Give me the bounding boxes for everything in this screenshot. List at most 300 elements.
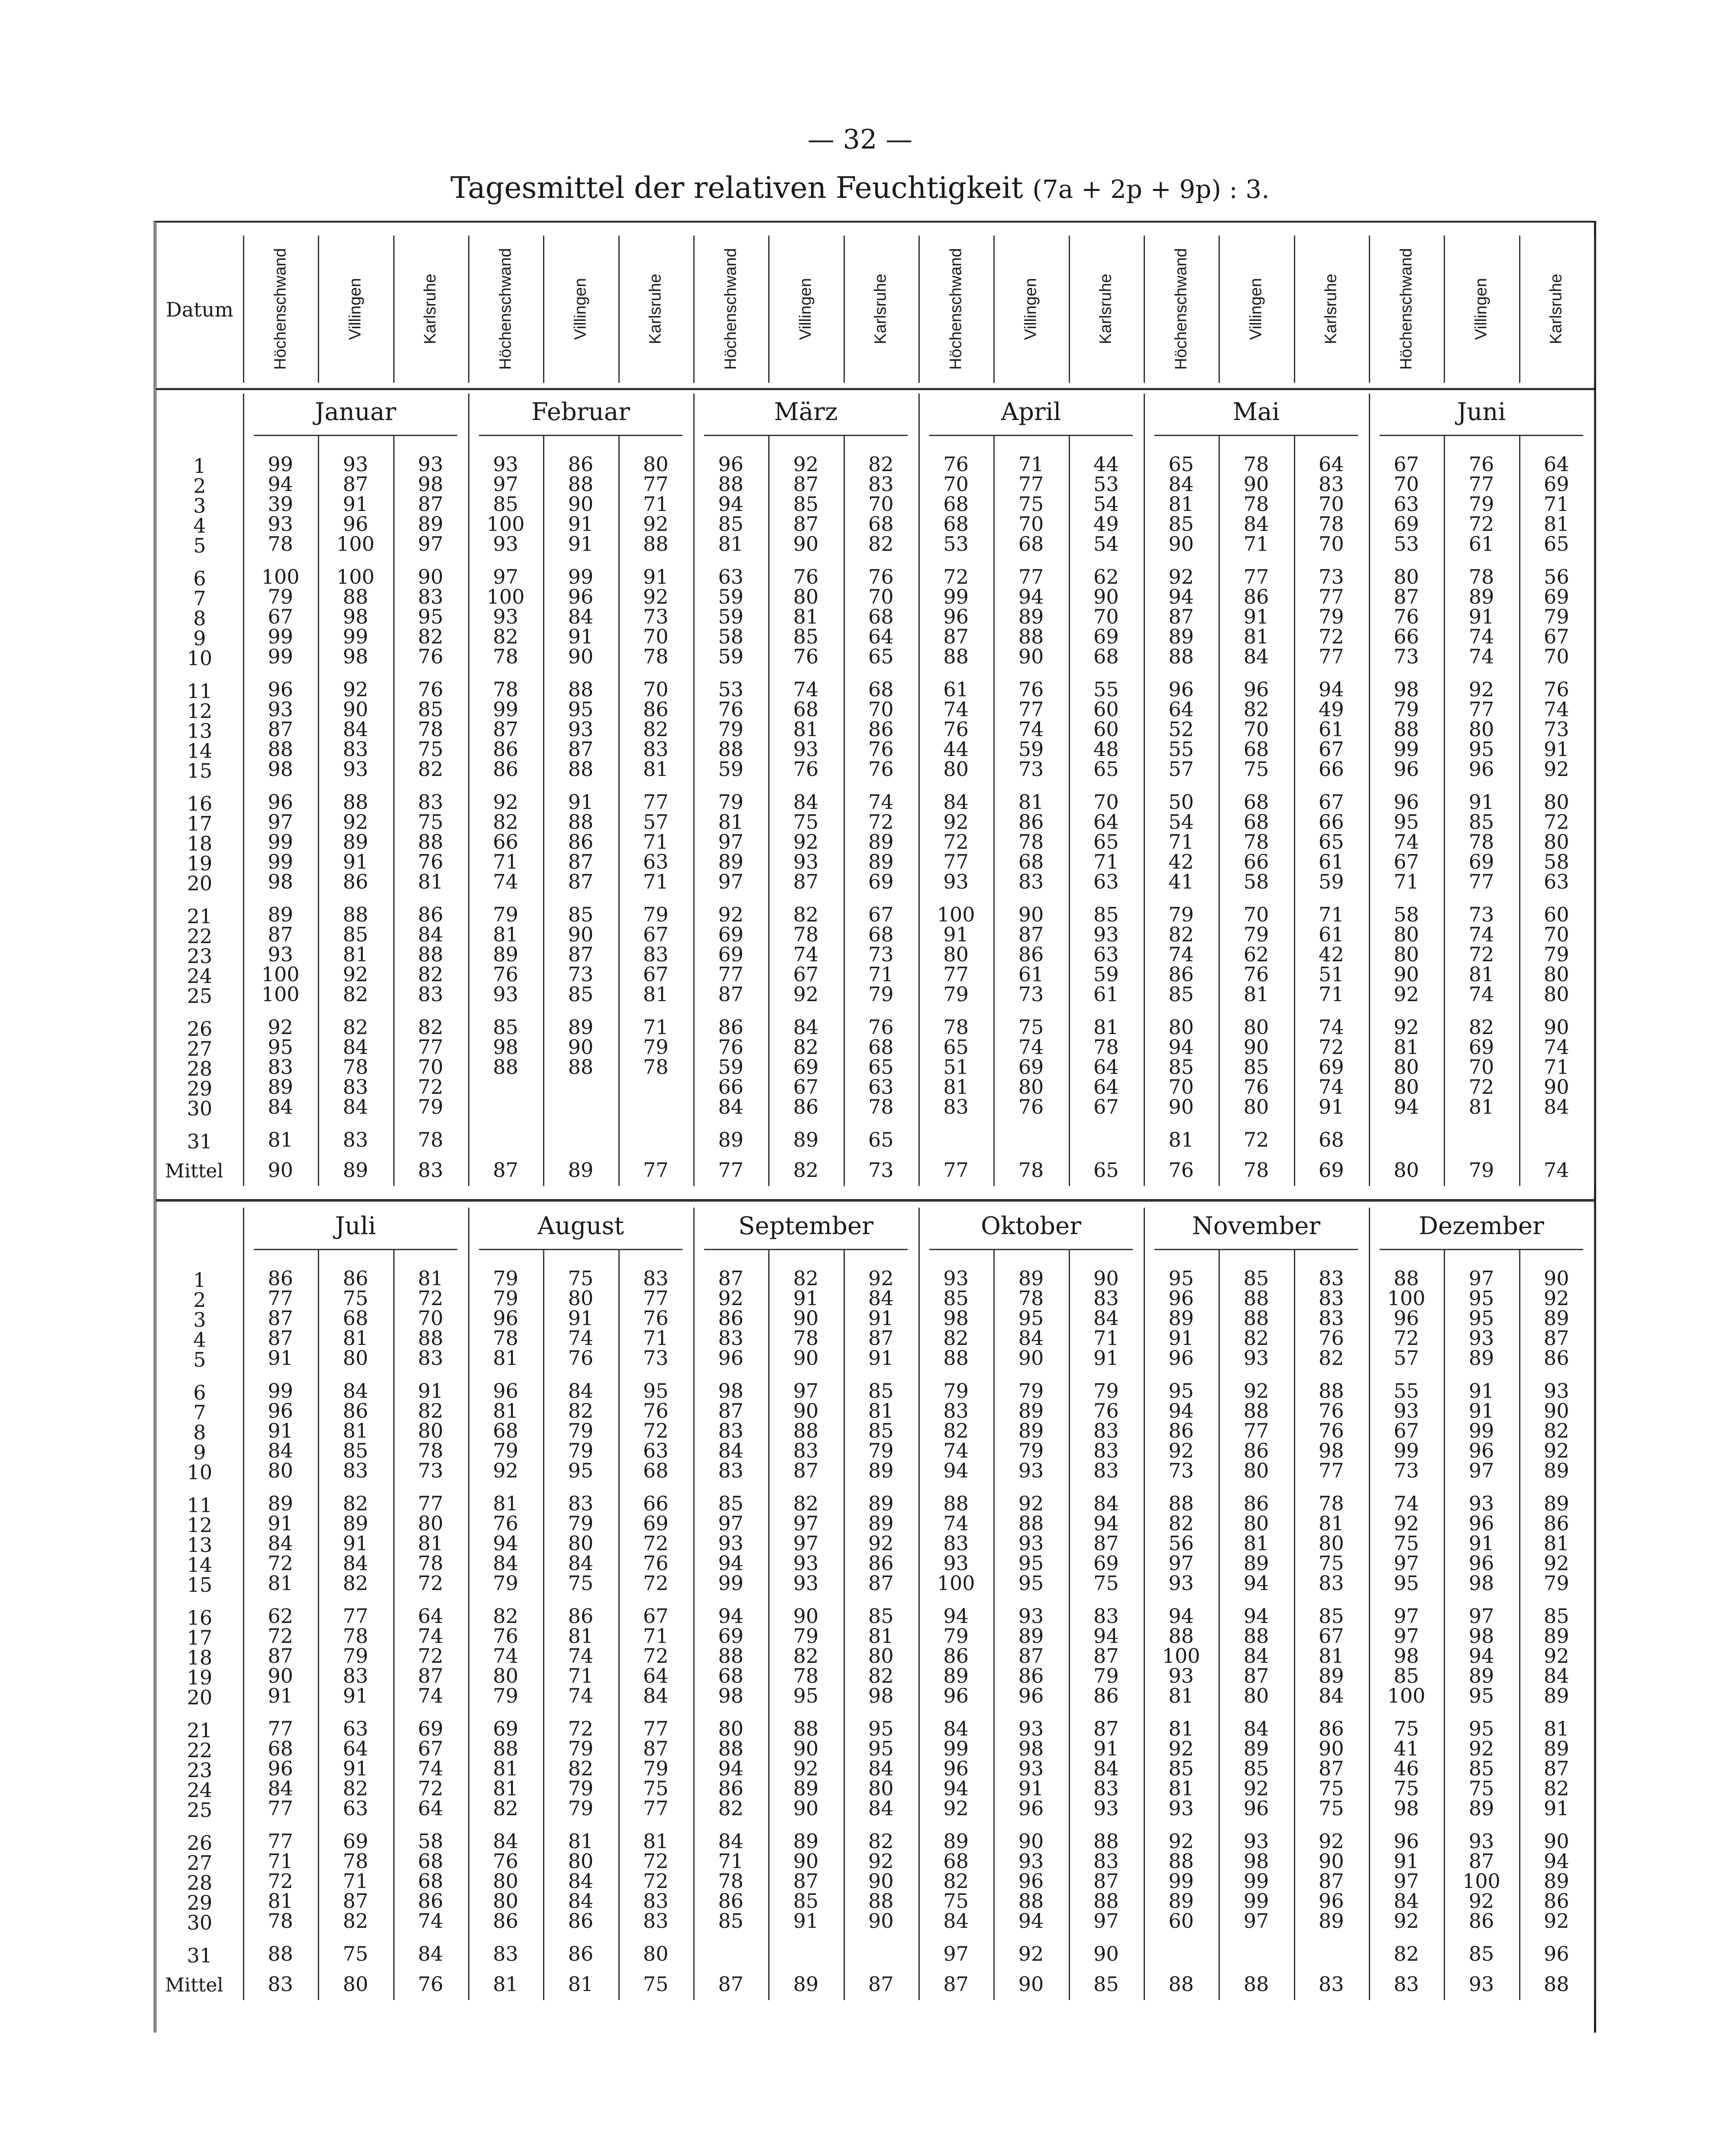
table-cell: 89 [268, 903, 293, 926]
table-cell: 90 [1544, 1399, 1569, 1422]
table-cell: 79 [493, 1286, 518, 1310]
table-cell: 86 [1093, 1684, 1119, 1707]
table-cell: 88 [268, 1942, 293, 1965]
table-cell: 82 [868, 532, 894, 556]
table-cell: 92 [1544, 1644, 1569, 1668]
table-cell: 73 [1544, 718, 1569, 741]
table-cell: 81 [568, 1830, 594, 1853]
table-cell: 100 [261, 983, 300, 1006]
table-cell: 91 [268, 1346, 293, 1370]
station-header: Höchenschwand [721, 248, 740, 370]
table-cell: 90 [568, 645, 594, 668]
table-cell: 68 [1018, 532, 1044, 556]
table-cell: 82 [868, 1664, 894, 1687]
table-cell: 84 [343, 1035, 369, 1059]
table-cell: 91 [1468, 1399, 1494, 1422]
table-cell: 87 [868, 1571, 894, 1595]
table-cell: 88 [568, 1055, 594, 1079]
table-cell: 98 [1468, 1571, 1494, 1595]
table-cell: 59 [718, 645, 744, 668]
month-header-rule [479, 435, 682, 436]
table-cell: 87 [718, 1399, 744, 1422]
table-cell: 81 [643, 1830, 669, 1853]
table-cell: 76 [1093, 1399, 1119, 1422]
table-cell: 96 [1319, 1889, 1344, 1913]
table-cell: 95 [1018, 1571, 1044, 1595]
mittel-value: 65 [1093, 1158, 1119, 1182]
table-cell: 96 [718, 453, 744, 476]
table-cell: 91 [568, 512, 594, 536]
table-cell: 79 [493, 1571, 518, 1595]
table-cell: 88 [1168, 645, 1194, 668]
day-number: 30 [187, 1097, 213, 1120]
table-cell: 95 [1168, 1267, 1194, 1290]
table-cell: 83 [343, 737, 369, 761]
table-cell: 83 [943, 1532, 969, 1555]
table-cell: 60 [1093, 718, 1119, 741]
table-cell: 88 [793, 1717, 819, 1740]
table-cell: 86 [568, 453, 594, 476]
table-cell: 64 [418, 1797, 443, 1820]
day-number: 2 [193, 1288, 206, 1312]
table-cell: 58 [1393, 903, 1419, 926]
table-cell: 59 [1319, 870, 1344, 893]
table-cell: 79 [1393, 698, 1419, 721]
table-cell: 97 [1468, 1604, 1494, 1628]
table-cell: 94 [943, 1777, 969, 1800]
table-cell: 79 [418, 1095, 443, 1118]
table-cell: 79 [568, 1777, 594, 1800]
table-cell: 90 [1093, 585, 1119, 608]
table-cell: 83 [1093, 1849, 1119, 1873]
table-cell: 100 [336, 565, 375, 588]
table-cell: 83 [1093, 1459, 1119, 1482]
table-cell: 97 [943, 1942, 969, 1965]
table-cell: 84 [343, 1095, 369, 1118]
table-cell: 82 [1168, 1512, 1194, 1535]
table-cell: 75 [1468, 1777, 1494, 1800]
table-cell: 53 [943, 532, 969, 556]
table-cell: 72 [643, 1419, 669, 1442]
table-cell: 85 [568, 903, 594, 926]
table-cell: 85 [718, 1492, 744, 1515]
table-cell: 58 [718, 625, 744, 648]
table-cell: 81 [793, 605, 819, 628]
table-cell: 79 [568, 1737, 594, 1760]
table-cell: 72 [1468, 512, 1494, 536]
table-cell: 93 [1243, 1346, 1269, 1370]
table-cell: 59 [718, 757, 744, 781]
table-cell: 99 [268, 645, 293, 668]
table-cell: 79 [1018, 1379, 1044, 1403]
table-cell: 74 [793, 943, 819, 966]
table-cell: 77 [268, 1286, 293, 1310]
table-cell: 78 [343, 1055, 369, 1079]
table-cell: 91 [343, 1684, 369, 1707]
table-cell: 70 [643, 625, 669, 648]
day-number: 22 [187, 1739, 213, 1762]
table-cell: 91 [1544, 737, 1569, 761]
table-cell: 75 [1093, 1571, 1119, 1595]
table-cell: 99 [1468, 1419, 1494, 1442]
table-cell: 85 [718, 512, 744, 536]
day-number: 8 [193, 1421, 206, 1444]
table-cell: 81 [718, 810, 744, 834]
table-cell: 60 [1168, 1909, 1194, 1933]
table-cell: 79 [1018, 1439, 1044, 1462]
table-cell: 81 [568, 1624, 594, 1648]
table-cell: 42 [1319, 943, 1344, 966]
day-number: 10 [187, 1461, 213, 1484]
table-cell: 90 [418, 565, 443, 588]
table-cell: 99 [943, 585, 969, 608]
table-cell: 96 [1168, 1286, 1194, 1310]
table-cell: 83 [343, 1459, 369, 1482]
table-cell: 96 [1468, 757, 1494, 781]
table-cell: 82 [1319, 1346, 1344, 1370]
table-cell: 89 [1168, 1889, 1194, 1913]
mittel-value: 90 [268, 1158, 293, 1182]
table-cell: 94 [1018, 585, 1044, 608]
table-cell: 86 [868, 1552, 894, 1575]
table-cell: 73 [1018, 757, 1044, 781]
table-cell: 99 [268, 625, 293, 648]
table-cell: 88 [568, 472, 594, 496]
table-cell: 74 [1468, 645, 1494, 668]
table-cell: 79 [568, 1419, 594, 1442]
day-number: 17 [187, 1626, 213, 1649]
table-cell: 90 [1544, 1075, 1569, 1099]
table-cell: 82 [1544, 1777, 1569, 1800]
table-cell: 100 [1387, 1684, 1426, 1707]
table-cell: 83 [418, 1346, 443, 1370]
station-header: Höchenschwand [1172, 248, 1190, 370]
table-cell: 72 [1319, 1035, 1344, 1059]
table-cell: 92 [1544, 757, 1569, 781]
table-cell: 68 [868, 923, 894, 946]
table-cell: 86 [493, 737, 518, 761]
table-cell: 70 [868, 585, 894, 608]
table-cell: 81 [1319, 1644, 1344, 1668]
table-cell: 81 [1168, 1684, 1194, 1707]
table-cell: 90 [1093, 1942, 1119, 1965]
table-cell: 81 [493, 1777, 518, 1800]
day-number: 17 [187, 812, 213, 835]
table-cell: 100 [261, 565, 300, 588]
table-cell: 78 [868, 1095, 894, 1118]
table-cell: 88 [793, 1419, 819, 1442]
mittel-value: 74 [1544, 1158, 1569, 1182]
table-cell: 80 [1168, 1015, 1194, 1039]
table-cell: 81 [493, 1757, 518, 1780]
table-cell: 89 [868, 1459, 894, 1482]
table-cell: 70 [1544, 645, 1569, 668]
table-cell: 89 [1544, 1459, 1569, 1482]
table-cell: 90 [1168, 1095, 1194, 1118]
table-cell: 90 [793, 1604, 819, 1628]
table-cell: 95 [418, 605, 443, 628]
table-cell: 81 [493, 1346, 518, 1370]
table-cell: 93 [793, 737, 819, 761]
month-header: September [738, 1212, 873, 1240]
block-separator [156, 1199, 1594, 1202]
table-cell: 57 [1393, 1346, 1419, 1370]
table-cell: 81 [643, 983, 669, 1006]
title-formula: (7a + 2p + 9p) : 3. [1032, 175, 1270, 204]
column-divider [1294, 236, 1295, 383]
table-cell: 93 [718, 1532, 744, 1555]
table-cell: 89 [1018, 1399, 1044, 1422]
table-cell: 79 [868, 983, 894, 1006]
column-divider [468, 236, 469, 383]
table-cell: 93 [793, 850, 819, 873]
table-cell: 76 [568, 1346, 594, 1370]
table-cell: 99 [268, 850, 293, 873]
table-cell: 87 [1468, 1849, 1494, 1873]
day-number: 15 [187, 759, 213, 782]
table-cell: 81 [1168, 1777, 1194, 1800]
table-cell: 72 [1319, 625, 1344, 648]
day-number: 12 [187, 699, 213, 723]
table-cell: 76 [1319, 1326, 1344, 1350]
table-cell: 94 [1468, 1644, 1494, 1668]
table-cell: 99 [268, 1379, 293, 1403]
table-cell: 91 [268, 1684, 293, 1707]
table-cell: 72 [868, 810, 894, 834]
table-cell: 72 [1544, 810, 1569, 834]
table-cell: 62 [268, 1604, 293, 1628]
table-cell: 78 [1243, 453, 1269, 476]
table-cell: 81 [1243, 625, 1269, 648]
table-cell: 90 [793, 1306, 819, 1330]
table-cell: 73 [1018, 983, 1044, 1006]
table-cell: 98 [718, 1684, 744, 1707]
table-cell: 85 [868, 1379, 894, 1403]
table-cell: 87 [268, 718, 293, 741]
table-cell: 74 [793, 678, 819, 701]
table-cell: 59 [718, 1055, 744, 1079]
table-cell: 72 [268, 1624, 293, 1648]
mittel-value: 75 [643, 1972, 669, 1996]
day-number: 4 [193, 1328, 206, 1351]
table-cell: 91 [343, 1532, 369, 1555]
table-cell: 86 [568, 1604, 594, 1628]
day-number: 20 [187, 872, 213, 895]
table-cell: 94 [1544, 1849, 1569, 1873]
table-cell: 74 [493, 1644, 518, 1668]
table-cell: 83 [1018, 870, 1044, 893]
table-cell: 86 [1168, 1419, 1194, 1442]
table-cell: 96 [493, 1379, 518, 1403]
table-cell: 63 [868, 1075, 894, 1099]
table-cell: 69 [1393, 512, 1419, 536]
table-cell: 85 [418, 698, 443, 721]
table-cell: 80 [793, 585, 819, 608]
table-cell: 90 [1393, 963, 1419, 986]
mittel-value: 80 [1393, 1158, 1419, 1182]
table-cell: 91 [1243, 605, 1269, 628]
table-cell: 73 [568, 963, 594, 986]
day-number: 1 [193, 1268, 206, 1292]
table-cell: 84 [793, 790, 819, 814]
table-cell: 86 [568, 1909, 594, 1933]
table-cell: 69 [718, 1624, 744, 1648]
table-cell: 77 [943, 850, 969, 873]
table-cell: 80 [1544, 830, 1569, 853]
column-divider [1069, 236, 1070, 383]
table-cell: 88 [1393, 718, 1419, 741]
table-cell: 82 [493, 1604, 518, 1628]
table-cell: 84 [568, 1869, 594, 1893]
day-number: 29 [187, 1077, 213, 1100]
month-header-rule [704, 1249, 908, 1250]
table-cell: 91 [793, 1286, 819, 1310]
table-cell: 67 [1319, 737, 1344, 761]
table-cell: 73 [1393, 645, 1419, 668]
table-cell: 85 [343, 1439, 369, 1462]
day-number: 27 [187, 1851, 213, 1875]
table-cell: 84 [718, 1095, 744, 1118]
table-cell: 86 [343, 1399, 369, 1422]
table-cell: 82 [868, 1830, 894, 1853]
table-cell: 81 [1243, 1532, 1269, 1555]
table-cell: 93 [493, 453, 518, 476]
table-cell: 92 [1393, 1909, 1419, 1933]
table-cell: 79 [1168, 903, 1194, 926]
table-cell: 63 [1393, 492, 1419, 516]
table-cell: 91 [568, 1306, 594, 1330]
day-number: 5 [193, 1348, 206, 1371]
table-cell: 77 [1018, 698, 1044, 721]
day-number: 6 [193, 567, 206, 590]
table-cell: 88 [1018, 625, 1044, 648]
table-cell: 89 [1544, 1869, 1569, 1893]
table-cell: 94 [268, 472, 293, 496]
table-cell: 76 [1018, 1095, 1044, 1118]
table-cell: 79 [1093, 1664, 1119, 1687]
station-header: Karlsruhe [1547, 274, 1565, 344]
table-cell: 81 [1168, 1128, 1194, 1151]
table-cell: 99 [1393, 737, 1419, 761]
table-cell: 55 [1093, 678, 1119, 701]
table-cell: 83 [868, 472, 894, 496]
day-number: 12 [187, 1513, 213, 1537]
table-cell: 74 [1168, 943, 1194, 966]
table-cell: 68 [343, 1306, 369, 1330]
table-cell: 87 [493, 718, 518, 741]
table-cell: 94 [1168, 1604, 1194, 1628]
table-cell: 71 [643, 1326, 669, 1350]
table-cell: 82 [418, 757, 443, 781]
table-cell: 88 [943, 645, 969, 668]
table-cell: 96 [718, 1346, 744, 1370]
table-cell: 71 [1168, 830, 1194, 853]
table-cell: 58 [1544, 850, 1569, 873]
table-cell: 97 [418, 532, 443, 556]
table-cell: 75 [343, 1286, 369, 1310]
table-cell: 83 [418, 983, 443, 1006]
table-cell: 77 [943, 963, 969, 986]
day-number: 22 [187, 924, 213, 948]
table-cell: 71 [1319, 983, 1344, 1006]
table-cell: 82 [418, 963, 443, 986]
column-divider [1219, 236, 1220, 383]
table-cell: 74 [418, 1909, 443, 1933]
table-cell: 83 [418, 790, 443, 814]
table-cell: 69 [1018, 1055, 1044, 1079]
table-cell: 82 [493, 810, 518, 834]
day-number: 13 [187, 1533, 213, 1557]
station-header: Höchenschwand [496, 248, 515, 370]
table-cell: 65 [868, 1055, 894, 1079]
table-cell: 95 [1468, 1286, 1494, 1310]
table-cell: 44 [1093, 453, 1119, 476]
table-cell: 80 [268, 1459, 293, 1482]
table-cell: 92 [1544, 1552, 1569, 1575]
table-cell: 95 [643, 1379, 669, 1403]
table-cell: 88 [418, 943, 443, 966]
table-cell: 79 [1544, 943, 1569, 966]
table-cell: 82 [1243, 1326, 1269, 1350]
table-cell: 76 [868, 1015, 894, 1039]
table-cell: 78 [1018, 1286, 1044, 1310]
table-cell: 83 [1319, 1306, 1344, 1330]
table-cell: 84 [343, 1552, 369, 1575]
table-cell: 71 [643, 830, 669, 853]
table-cell: 81 [1168, 1717, 1194, 1740]
table-cell: 85 [1468, 1757, 1494, 1780]
table-cell: 92 [1018, 1942, 1044, 1965]
table-cell: 84 [1093, 1492, 1119, 1515]
month-header-rule [929, 435, 1133, 436]
table-cell: 81 [793, 718, 819, 741]
table-cell: 75 [793, 810, 819, 834]
table-cell: 70 [418, 1306, 443, 1330]
table-cell: 93 [1018, 1757, 1044, 1780]
table-cell: 41 [1393, 1737, 1419, 1760]
table-cell: 82 [418, 1399, 443, 1422]
table-cell: 66 [1319, 810, 1344, 834]
table-cell: 65 [943, 1035, 969, 1059]
day-number: 14 [187, 1553, 213, 1577]
table-cell: 86 [1018, 943, 1044, 966]
table-cell: 99 [343, 625, 369, 648]
table-cell: 87 [568, 870, 594, 893]
table-cell: 90 [343, 698, 369, 721]
table-cell: 84 [1168, 472, 1194, 496]
table-cell: 68 [943, 1849, 969, 1873]
table-cell: 89 [1544, 1306, 1569, 1330]
table-cell: 80 [1243, 1095, 1269, 1118]
table-cell: 81 [1319, 1512, 1344, 1535]
table-cell: 79 [643, 903, 669, 926]
table-cell: 87 [1319, 1869, 1344, 1893]
table-cell: 92 [493, 1459, 518, 1482]
table-cell: 96 [1468, 1439, 1494, 1462]
table-cell: 87 [793, 870, 819, 893]
table-cell: 93 [943, 1552, 969, 1575]
table-cell: 86 [568, 830, 594, 853]
table-cell: 83 [568, 1492, 594, 1515]
table-cell: 69 [343, 1830, 369, 1853]
table-cell: 79 [493, 1439, 518, 1462]
table-cell: 93 [793, 1552, 819, 1575]
table-cell: 99 [1168, 1869, 1194, 1893]
mittel-value: 87 [868, 1972, 894, 1996]
table-cell: 87 [568, 737, 594, 761]
table-cell: 66 [643, 1492, 669, 1515]
table-cell: 81 [1393, 1035, 1419, 1059]
